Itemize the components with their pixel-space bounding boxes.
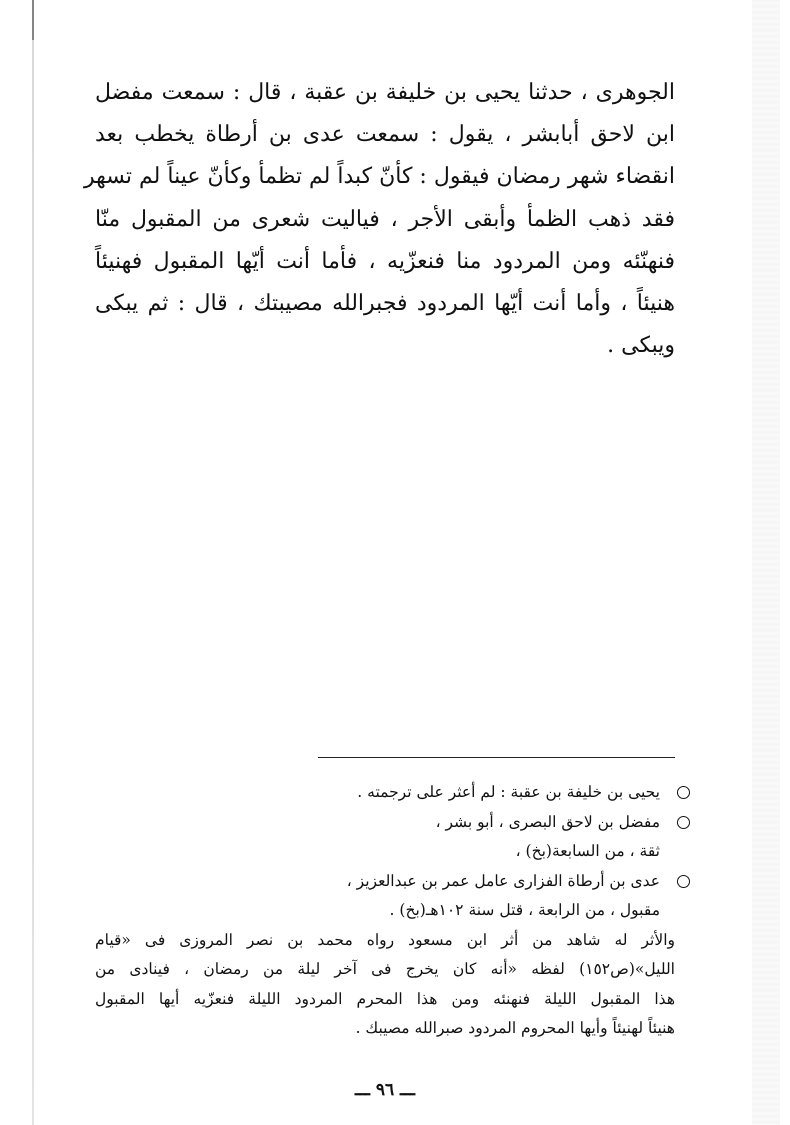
main-text-line: الجوهرى ، حدثنا يحيى بن خليفة بن عقبة ، قال : سمعت مفضل xyxy=(95,80,675,105)
footnote-item xyxy=(95,778,695,808)
footnote-continuation: مقبول ، من الرابعة ، قتل سنة ١٠٢هـ(بخ) . xyxy=(389,901,660,919)
circle-bullet-icon xyxy=(677,875,690,888)
athar-line: الليل»(ص١٥٢) لفظه «أنه كان يخرج فى آخر ليلة من رمضان ، فينادى من xyxy=(95,960,675,978)
scan-edge-right xyxy=(752,0,780,1125)
circle-bullet-icon xyxy=(677,816,690,829)
main-text-block xyxy=(84,72,676,367)
main-text-line: انقضاء شهر رمضان فيقول : كأنّ كبداً لم تظمأ وكأنّ عيناً لم تسهر xyxy=(84,164,675,190)
athar-line: هذا المقبول الليلة فنهنئه ومن هذا المحرم المردود الليلة فنعزّيه أيها المقبول xyxy=(95,989,675,1008)
main-text-line: ويبكى . xyxy=(607,333,675,359)
athar-line: هنيئاً لهنيئاً وأيها المحروم المردود صبرالله مصيبك . xyxy=(355,1019,675,1037)
athar-line: والأثر له شاهد من أثر ابن مسعود رواه محمد بن نصر المروزى فى «قيام xyxy=(95,930,675,949)
circle-bullet-icon xyxy=(677,786,690,799)
main-text-line: فنهنّئه ومن المردود منا فنعزّيه ، فأما أنت أيّها المقبول فهنيئاً xyxy=(95,248,675,274)
main-text-line: فقد ذهب الظمأ وأبقى الأجر ، فياليت شعرى من المقبول منّا xyxy=(95,206,676,232)
footnote-continuation: ثقة ، من السابعة(بخ) ، xyxy=(515,842,660,860)
main-text-line: ابن لاحق أبابشر ، يقول : سمعت عدى بن أرطاة يخطب بعد xyxy=(95,122,675,148)
footnote-divider xyxy=(318,757,675,758)
footnote-item xyxy=(95,808,695,838)
footnote-text: يحيى بن خليفة بن عقبة : لم أعثر على ترجمته . xyxy=(357,783,660,801)
footnote-text: مفضل بن لاحق البصرى ، أبو بشر ، xyxy=(435,812,660,831)
scan-edge-left xyxy=(32,0,34,1125)
footnote-text: عدى بن أرطاة الفزارى عامل عمر بن عبدالعزيز ، xyxy=(346,871,660,890)
main-text-line: هنيئاً ، وأما أنت أيّها المردود فجبرالله مصيبتك ، قال : ثم يبكى xyxy=(95,291,675,317)
page-number: ـــ ٩٦ ـــ xyxy=(354,1080,415,1100)
footnotes-block xyxy=(95,778,695,1044)
footnote-item xyxy=(95,867,695,897)
